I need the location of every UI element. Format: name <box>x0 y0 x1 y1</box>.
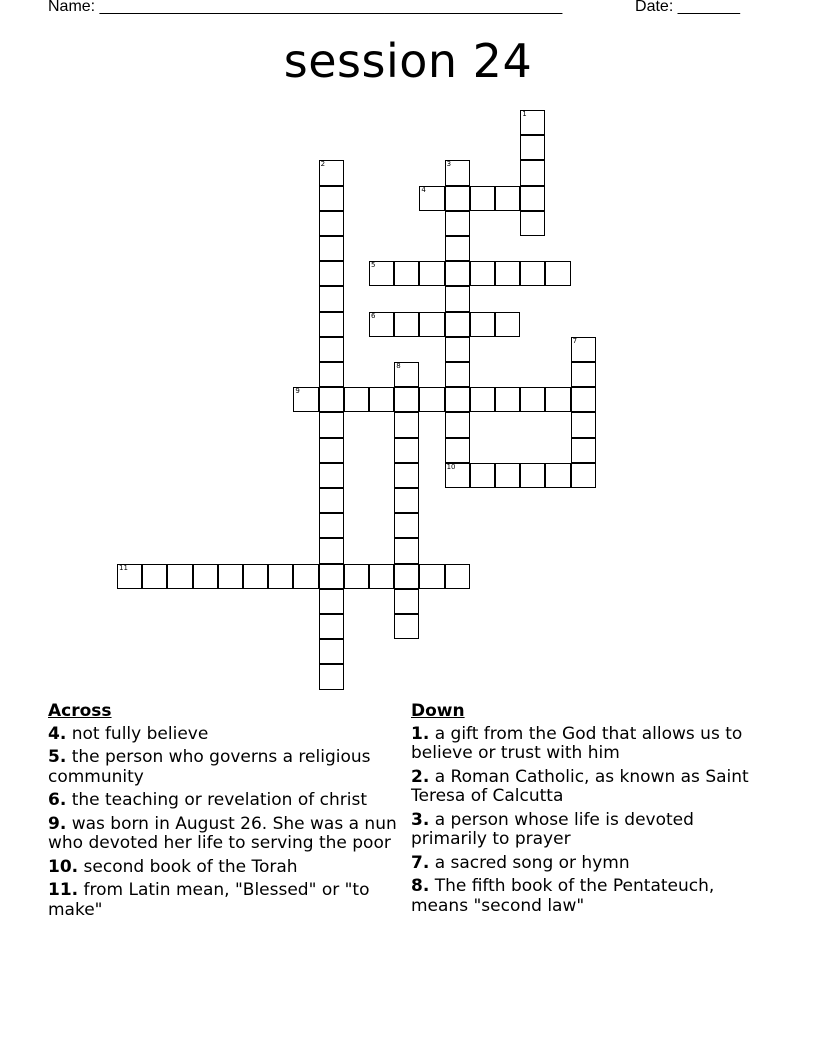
clue-number-label: 6 <box>371 311 376 320</box>
crossword-cell[interactable] <box>571 438 596 463</box>
crossword-cell[interactable] <box>445 236 470 261</box>
crossword-cell[interactable] <box>319 286 344 311</box>
clue-number-label: 10 <box>446 462 456 471</box>
down-clue <box>411 877 751 916</box>
crossword-cell[interactable] <box>520 186 545 211</box>
crossword-cell[interactable] <box>419 564 444 589</box>
crossword-cell[interactable] <box>344 387 369 412</box>
crossword-cell[interactable] <box>394 387 419 412</box>
crossword-cell[interactable] <box>445 412 470 437</box>
crossword-cell[interactable] <box>319 211 344 236</box>
clue-text: the teaching or revelation of christ <box>71 790 368 810</box>
crossword-cell[interactable] <box>319 312 344 337</box>
down-heading: Down <box>411 701 465 721</box>
clue-number: 3. <box>411 809 430 830</box>
crossword-cell[interactable] <box>319 337 344 362</box>
clue-number-label: 5 <box>371 261 376 270</box>
date-field-label: Date: _______ <box>635 0 740 15</box>
crossword-cell[interactable] <box>470 312 495 337</box>
clue-number: 8. <box>411 876 430 896</box>
crossword-cell[interactable] <box>419 261 444 286</box>
clue-text: second book of the Torah <box>83 856 298 877</box>
crossword-cell[interactable] <box>394 589 419 614</box>
crossword-cell[interactable] <box>319 236 344 261</box>
crossword-cell[interactable] <box>495 312 520 337</box>
crossword-cell[interactable] <box>571 337 596 362</box>
crossword-cell[interactable] <box>571 412 596 437</box>
crossword-cell[interactable] <box>394 488 419 513</box>
clue-number: 9. <box>48 813 67 834</box>
down-clue <box>411 854 751 874</box>
crossword-cell[interactable] <box>394 614 419 639</box>
crossword-cell[interactable] <box>319 538 344 563</box>
crossword-cell[interactable] <box>369 564 394 589</box>
crossword-cell[interactable] <box>319 261 344 286</box>
clue-number: 7. <box>411 852 430 873</box>
clue-number-label: 1 <box>522 110 527 118</box>
crossword-cell[interactable] <box>319 387 344 412</box>
crossword-cell[interactable] <box>369 387 394 412</box>
clue-number-label: 11 <box>119 563 128 572</box>
crossword-cell[interactable] <box>394 538 419 563</box>
crossword-cell[interactable] <box>545 261 570 286</box>
crossword-cell[interactable] <box>369 312 394 337</box>
crossword-cell[interactable] <box>319 488 344 513</box>
crossword-cell[interactable] <box>319 639 344 664</box>
clue-text: from Latin mean, "Blessed" or "to make" <box>48 880 370 920</box>
across-clue <box>48 791 404 811</box>
crossword-cell[interactable] <box>319 160 344 185</box>
crossword-cell[interactable] <box>268 564 293 589</box>
clue-number-label: 9 <box>295 387 300 396</box>
crossword-cell[interactable] <box>218 564 243 589</box>
crossword-cell[interactable] <box>419 387 444 412</box>
clue-number: 1. <box>411 723 430 744</box>
crossword-cell[interactable] <box>394 362 419 387</box>
crossword-cell[interactable] <box>394 412 419 437</box>
crossword-cell[interactable] <box>520 110 545 135</box>
crossword-cell[interactable] <box>571 463 596 488</box>
clue-number: 2. <box>411 766 430 787</box>
crossword-cell[interactable] <box>445 564 470 589</box>
crossword-cell[interactable] <box>369 261 394 286</box>
crossword-cell[interactable] <box>167 564 192 589</box>
crossword-cell[interactable] <box>445 211 470 236</box>
crossword-cell[interactable] <box>520 387 545 412</box>
crossword-cell[interactable] <box>445 362 470 387</box>
crossword-cell[interactable] <box>495 463 520 488</box>
clue-number-label: 2 <box>320 160 326 169</box>
crossword-cell[interactable] <box>319 614 344 639</box>
down-clue <box>411 811 751 850</box>
crossword-cell[interactable] <box>470 387 495 412</box>
crossword-cell[interactable] <box>319 438 344 463</box>
crossword-cell[interactable] <box>319 513 344 538</box>
crossword-cell[interactable] <box>520 211 545 236</box>
crossword-cell[interactable] <box>419 312 444 337</box>
crossword-cell[interactable] <box>445 463 470 488</box>
clue-number-label: 8 <box>396 362 401 370</box>
clue-number-label: 7 <box>572 336 578 345</box>
down-clue <box>411 768 751 807</box>
crossword-cell[interactable] <box>445 186 470 211</box>
across-heading: Across <box>48 701 112 721</box>
crossword-cell[interactable] <box>495 186 520 211</box>
crossword-cell[interactable] <box>495 387 520 412</box>
crossword-cell[interactable] <box>394 513 419 538</box>
crossword-cell[interactable] <box>293 387 318 412</box>
clue-number-label: 3 <box>446 160 452 169</box>
crossword-cell[interactable] <box>319 589 344 614</box>
crossword-cell[interactable] <box>394 463 419 488</box>
page-title: session 24 <box>283 34 533 88</box>
crossword-cell[interactable] <box>394 438 419 463</box>
clue-number: 5. <box>48 747 67 767</box>
crossword-cell[interactable] <box>495 261 520 286</box>
crossword-cell[interactable] <box>445 261 470 286</box>
crossword-cell[interactable] <box>520 135 545 160</box>
crossword-cell[interactable] <box>319 564 344 589</box>
crossword-cell[interactable] <box>394 312 419 337</box>
clue-text: the person who governs a religious community <box>48 747 371 787</box>
crossword-cell[interactable] <box>545 387 570 412</box>
crossword-cell[interactable] <box>319 463 344 488</box>
across-clue <box>48 881 404 920</box>
crossword-cell[interactable] <box>344 564 369 589</box>
crossword-cell[interactable] <box>319 186 344 211</box>
across-clue <box>48 725 404 745</box>
crossword-cell[interactable] <box>470 186 495 211</box>
crossword-cell[interactable] <box>293 564 318 589</box>
clue-text: a Roman Catholic, as known as Saint Teresa of Calcutta <box>411 766 749 806</box>
crossword-cell[interactable] <box>470 463 495 488</box>
clue-number: 6. <box>48 790 67 810</box>
crossword-cell[interactable] <box>445 337 470 362</box>
crossword-cell[interactable] <box>394 261 419 286</box>
clue-number: 10. <box>48 856 79 877</box>
clue-text: The fifth book of the Pentateuch, means "second law" <box>411 876 715 916</box>
down-clues <box>411 700 751 920</box>
crossword-cell[interactable] <box>445 286 470 311</box>
crossword-cell[interactable] <box>142 564 167 589</box>
clue-number: 11. <box>48 880 79 900</box>
across-clues <box>48 700 404 924</box>
crossword-cell[interactable] <box>571 387 596 412</box>
crossword-cell[interactable] <box>445 387 470 412</box>
crossword-cell[interactable] <box>520 463 545 488</box>
crossword-cell[interactable] <box>520 160 545 185</box>
crossword-cell[interactable] <box>319 412 344 437</box>
down-clue <box>411 725 751 764</box>
clue-text: was born in August 26. She was a nun who devoted her life to serving the poor <box>48 813 397 853</box>
clue-text: not fully believe <box>71 723 209 744</box>
crossword-cell[interactable] <box>319 664 344 689</box>
crossword-cell[interactable] <box>520 261 545 286</box>
crossword-cell[interactable] <box>243 564 268 589</box>
clue-text: a gift from the God that allows us to believe or trust with him <box>411 723 743 763</box>
clue-text: a sacred song or hymn <box>434 852 630 873</box>
clue-number: 4. <box>48 723 67 744</box>
header <box>48 0 740 16</box>
crossword-cell[interactable] <box>193 564 218 589</box>
across-clue <box>48 815 404 854</box>
crossword-cell[interactable] <box>445 312 470 337</box>
clue-number-label: 4 <box>421 185 426 194</box>
across-clue <box>48 858 404 878</box>
crossword-cell[interactable] <box>445 438 470 463</box>
name-field-label: Name: ____________________________________________________ <box>48 0 563 15</box>
crossword-cell[interactable] <box>117 564 142 589</box>
across-clue <box>48 748 404 787</box>
clue-text: a person whose life is devoted primarily to prayer <box>411 809 694 849</box>
crossword-cell[interactable] <box>571 362 596 387</box>
crossword-cell[interactable] <box>545 463 570 488</box>
crossword-cell[interactable] <box>419 186 444 211</box>
crossword-cell[interactable] <box>394 564 419 589</box>
crossword-cell[interactable] <box>470 261 495 286</box>
crossword-cell[interactable] <box>319 362 344 387</box>
crossword-cell[interactable] <box>445 160 470 185</box>
